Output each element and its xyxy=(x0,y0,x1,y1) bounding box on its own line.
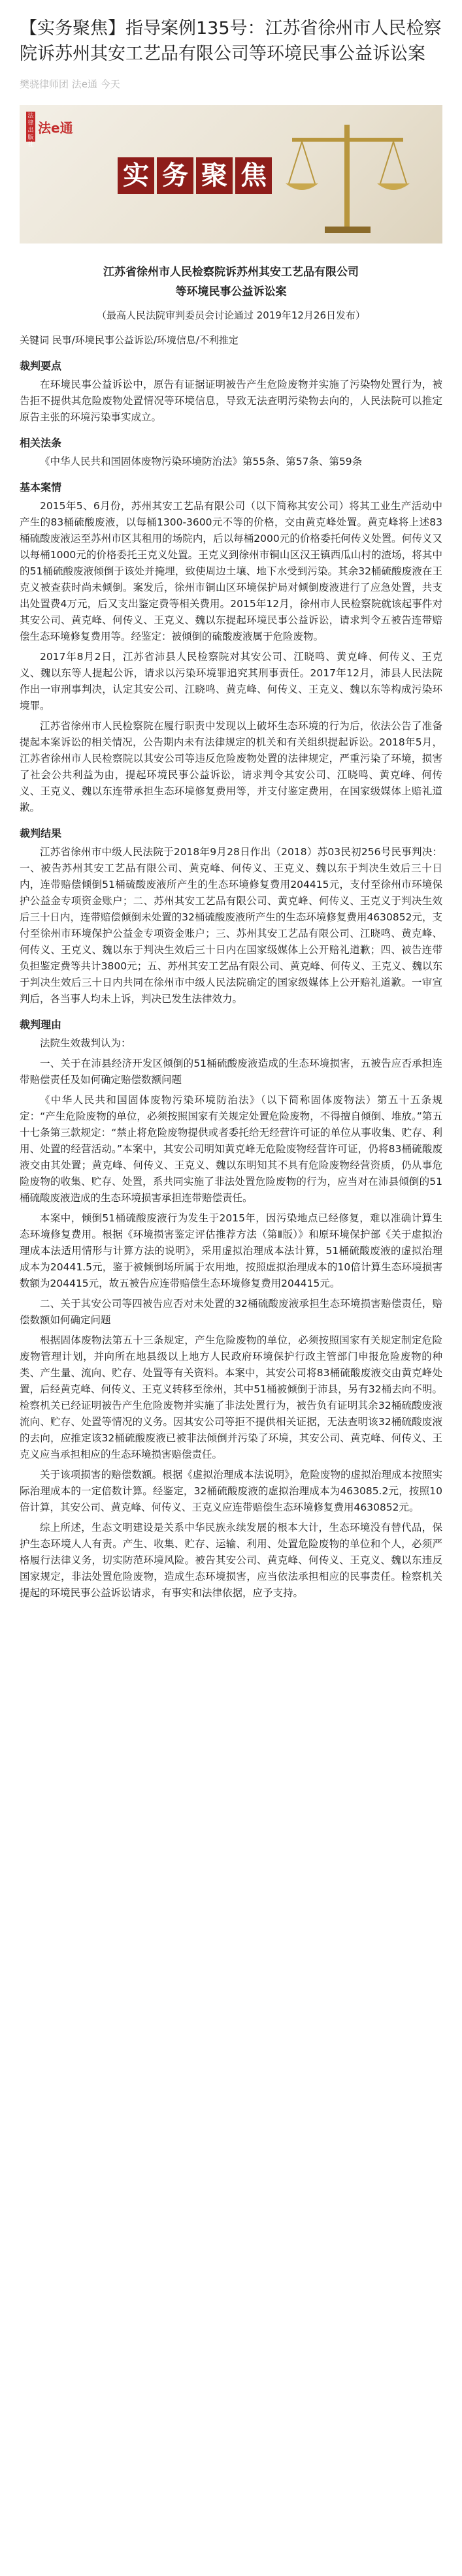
reason-paragraph: 《中华人民共和国固体废物污染环境防治法》（以下简称固体废物法）第五十五条规定：“产生危险废物的单位，必须按照国家有关规定处置危险废物，不得擅自倾倒、堆放。”第五十七条第三款规定：“禁止将危险废物提供或者委托给无经营许可证的单位从事收集、贮存、利用、处置的经营活动。”本案中，其安公司明知黄克峰无危险废物经营许可证，仍将83桶硫酸废液交由其处置；黄克峰、何传义、王克义、魏以东明知其不具有危险废物经营资质，仍从事危险废物的收集、贮存、处置，系共同实施了非法处置危险废物的行为，应当对在沛县倾倒的51桶硫酸废液造成的生态环境损害承担连带赔偿责任。 xyxy=(20,1094,442,1204)
reason-intro: 法院生效裁判认为： xyxy=(40,1037,131,1049)
brand-logo xyxy=(26,112,73,148)
reason-paragraph: 本案中，倾倒51桶硫酸废液行为发生于2015年，因污染地点已经修复，难以准确计算生态环境修复费用。根据《环境损害鉴定评估推荐方法（第Ⅱ版）》和原环境保护部《关于虚拟治理成本法适用情形与计算方法的说明》，采用虚拟治理成本法计算，51桶硫酸废液的虚拟治理成本为20441.5元，鉴于被倾倒场所属于农用地，按照虚拟治理成本的10倍计算生态环境损害数额为204415元，故五被告应连带赔偿生态环境修复费用204415元。 xyxy=(20,1212,442,1289)
article-body xyxy=(0,263,462,1601)
brand-vertical-label: 法律出版社 xyxy=(26,112,35,142)
section-heading-holding: 裁判要点 xyxy=(20,360,62,372)
reason-paragraph: 综上所述，生态文明建设是关系中华民族永续发展的根本大计，生态环境没有替代品，保护生态环境人人有责。产生、收集、贮存、运输、利用、处置危险废物的单位和个人，必须严格履行法律义务，切实防范环境风险。被告其安公司、黄克峰、何传义、王克义、魏以东违反国家规定，非法处置危险废物，造成生态环境损害，应当依法承担相应的民事责任。检察机关提起的环境民事公益诉讼请求，有事实和法律依据，应予支持。 xyxy=(20,1522,442,1599)
reason-paragraph: 根据固体废物法第五十三条规定，产生危险废物的单位，必须按照国家有关规定制定危险废物管理计划，并向所在地县级以上地方人民政府环境保护行政主管部门申报危险废物的种类、产生量、流向、贮存、处置等有关资料。本案中，其安公司将83桶硫酸废液交由黄克峰处置，后经黄克峰、何传义、王克义转移至徐州，其中51桶被倾倒于沛县，另有32桶去向不明。检察机关已经证明被告产生危险废物并实施了非法处置行为，被告负有证明其余32桶硫酸废液流向、贮存、处置等情况的义务。因其安公司等拒不提供相关证据，无法查明该32桶硫酸废液的去向，应推定该32桶硫酸废液已被非法倾倒并污染了环境，其安公司、黄克峰、何传义、王克义应当承担相应的生态环境损害赔偿责任。 xyxy=(20,1334,442,1460)
brand-name: 法e通 xyxy=(38,119,73,136)
reason-subheading: 二、关于其安公司等四被告应否对未处置的32桶硫酸废液承担生态环境损害赔偿责任，赔偿数额如何确定问题 xyxy=(20,1298,442,1326)
article-header xyxy=(0,0,462,91)
facts-paragraph: 2017年8月2日，江苏省沛县人民检察院对其安公司、江晓鸣、黄克峰、何传义、王克义、魏以东等人提起公诉，请求以污染环境罪追究其刑事责任。2017年12月，沛县人民法院作出一审刑事判决，认定其安公司、江晓鸣、黄克峰、何传义、王克义、魏以东等构成污染环境罪。 xyxy=(20,651,442,712)
banner-char: 实 xyxy=(118,157,154,194)
reason-subheading: 一、关于在沛县经济开发区倾倒的51桶硫酸废液造成的生态环境损害，五被告应否承担连带赔偿责任及如何确定赔偿数额问题 xyxy=(20,1058,442,1086)
article-meta xyxy=(20,77,442,91)
banner-char: 焦 xyxy=(235,157,272,194)
article-title: 【实务聚焦】指导案例135号：江苏省徐州市人民检察院诉苏州其安工艺品有限公司等环境民事公益诉讼案 xyxy=(20,18,442,64)
case-title: 江苏省徐州市人民检察院诉苏州其安工艺品有限公司 xyxy=(103,266,359,279)
reason-paragraph: 关于该项损害的赔偿数额。根据《虚拟治理成本法说明》，危险废物的虚拟治理成本按照实际治理成本的一定倍数计算。经鉴定，32桶硫酸废液的虚拟治理成本为463085.2元，按照10倍计算，其安公司、黄克峰、何传义、王克义应连带赔偿生态环境修复费用4630852元。 xyxy=(20,1469,442,1513)
decided-note: （最高人民法院审判委员会讨论通过 2019年12月26日发布） xyxy=(96,309,366,321)
article-source[interactable]: 樊骁律师团 法e通 今天 xyxy=(20,78,120,90)
banner-headline xyxy=(118,157,272,194)
facts-paragraph: 2015年5、6月份，苏州其安工艺品有限公司（以下简称其安公司）将其工业生产活动中产生的83桶硫酸废液，以每桶1300-3600元不等的价格，交由黄克峰处置。黄克峰将上述83桶硫酸废液运至苏州市区其租用的场院内，后以每桶2000元的价格委托何传义处置。何传义又以每桶1000元的价格委托王克义处置。王克义到徐州市铜山区汉王镇西瓜山村的渣场，将其中的51桶硫酸废液倾倒于该处并掩埋，致使周边土壤、地下水受到污染。其余32桶硫酸废液在王克义被查获时尚未倾倒。案发后，徐州市铜山区环境保护局对倾倒废液进行了应急处置，共支出处置费4万元，后又支出鉴定费等相关费用。2015年12月，徐州市人民检察院就该起事件对其安公司、黄克峰、何传义、王克义、魏以东提起环境民事公益诉讼，请求判令五被告连带赔偿生态环境修复费用等。经鉴定：被倾倒的硫酸废液属于危险废物。 xyxy=(20,500,442,642)
section-heading-laws: 相关法条 xyxy=(20,437,62,449)
result-paragraph: 江苏省徐州市中级人民法院于2018年9月28日作出（2018）苏03民初256号民事判决：一、被告苏州其安工艺品有限公司、黄克峰、何传义、王克义、魏以东于判决生效后三十日内，连带赔偿倾倒51桶硫酸废液所产生的生态环境修复费用204415元，支付至徐州市环境保护公益金专项资金账户；二、苏州其安工艺品有限公司、黄克峰、何传义、王克义于判决生效后三十日内，连带赔偿倾倒未处置的32桶硫酸废液所产生的生态环境修复费用4630852元，支付至徐州市环境保护公益金专项资金账户；三、苏州其安工艺品有限公司、江晓鸣、黄克峰、何传义、王克义、魏以东于判决生效后三十日内在国家级媒体上公开赔礼道歉；四、被告连带负担鉴定费等共计3800元；五、苏州其安工艺品有限公司、黄克峰、何传义、王克义、魏以东于判决生效后三十日内共同在徐州市中级人民法院确定的国家级媒体上公开赔礼道歉。一审宣判后，各当事人均未上诉，判决已发生法律效力。 xyxy=(20,846,442,1005)
scales-of-justice-icon xyxy=(272,112,423,236)
section-heading-result: 裁判结果 xyxy=(20,827,62,840)
section-heading-reason: 裁判理由 xyxy=(20,1018,62,1031)
banner-char: 聚 xyxy=(196,157,233,194)
case-title-line2: 等环境民事公益诉讼案 xyxy=(175,285,287,298)
holding-text: 在环境民事公益诉讼中，原告有证据证明被告产生危险废物并实施了污染物处置行为，被告拒不提供其危险废物处置情况等环境信息，导致无法查明污染物去向的，人民法院可以推定原告主张的环境污染事实成立。 xyxy=(20,379,442,423)
banner-char: 务 xyxy=(157,157,193,194)
section-heading-facts: 基本案情 xyxy=(20,481,62,494)
banner-image xyxy=(20,105,442,243)
facts-paragraph: 江苏省徐州市人民检察院在履行职责中发现以上破坏生态环境的行为后，依法公告了准备提起本案诉讼的相关情况，公告期内未有法律规定的机关和有关组织提起诉讼。2018年5月，江苏省徐州市人民检察院以其安公司等违反危险废物处置的法律规定，严重污染了环境，损害了社会公共利益为由，提起环境民事公益诉讼，请求判令其安公司、江晓鸣、黄克峰、何传义、王克义、魏以东连带承担生态环境修复费用等，并支付鉴定费用，在国家级媒体上赔礼道歉。 xyxy=(20,720,442,813)
laws-text: 《中华人民共和国固体废物污染环境防治法》第55条、第57条、第59条 xyxy=(40,456,363,467)
keywords: 关键词 民事/环境民事公益诉讼/环境信息/不利推定 xyxy=(20,334,239,346)
